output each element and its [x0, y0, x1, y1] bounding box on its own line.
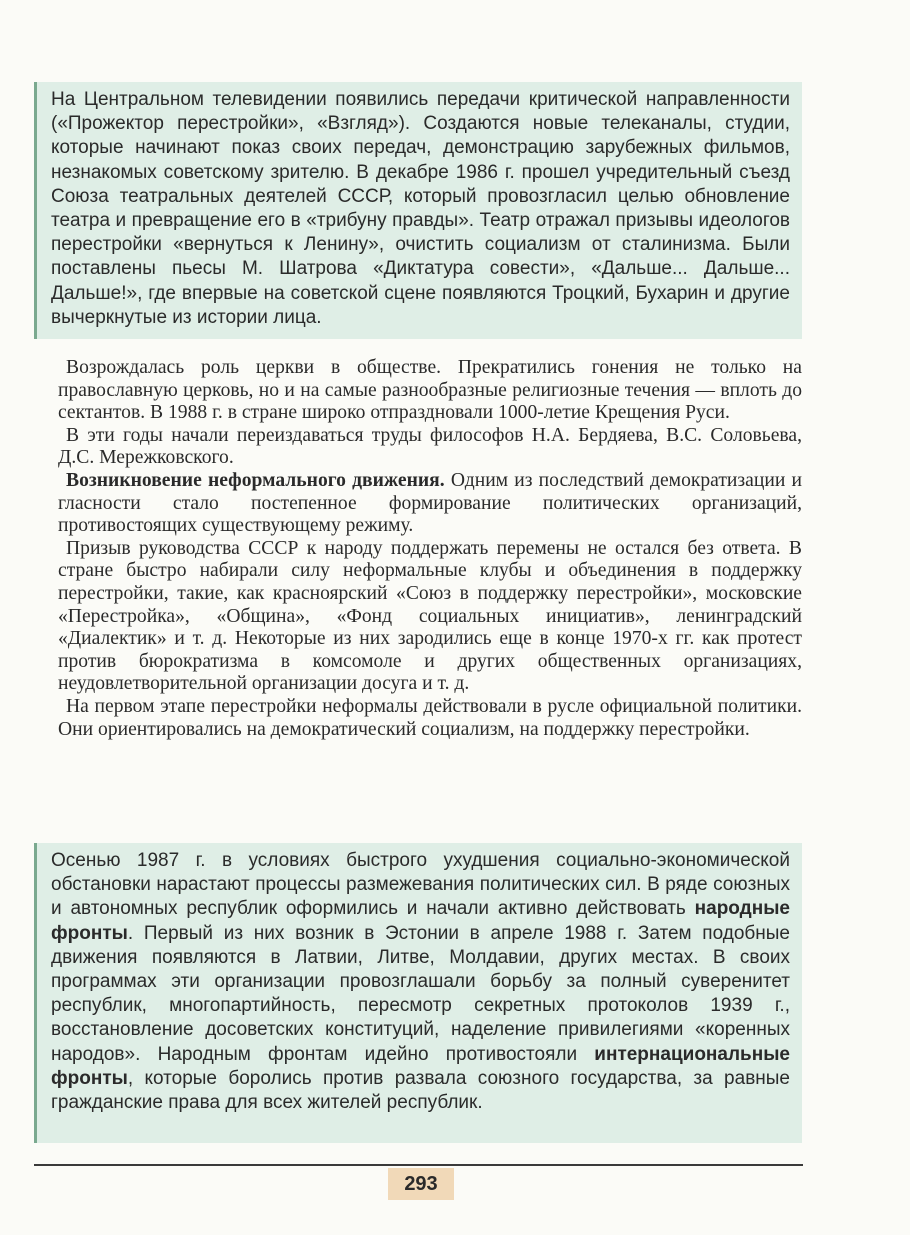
paragraph-clubs: Призыв руководства СССР к народу поддержать перемены не остался без ответа. В стране быстро набирали силу неформальные клубы и объединения в поддержку перестройки, такие, как красноярский «Союз в поддержку перестройки», московские «Перестройка», «Община», «Фонд социальных инициатив», ленинградский «Диалектик» и т. д. Некоторые из них зародились еще в конце 1970-х гг. как протест против бюрократизма в комсомоле и других общественных организациях, неудовлетворительной организации досуга и т. д.	[58, 537, 802, 695]
section-heading: Возникновение неформального движения.	[66, 469, 445, 491]
box-bottom-text-3: , которые боролись против развала союзного государства, за равные гражданские права для всех жителей республик.	[51, 1067, 790, 1114]
box-bottom-text-1: Осенью 1987 г. в условиях быстрого ухудшения социально-экономической обстановки нарастают процессы размежевания политических сил. В ряде союзных и автономных республик оформились и начали активно действовать	[51, 850, 790, 920]
term-international-fronts: интернациональные фронты	[51, 1043, 790, 1089]
box-bottom-paragraph	[51, 849, 790, 1115]
term-popular-fronts: народные фронты	[51, 898, 790, 944]
section-intro-text: Одним из последствий демократизации и гласности стало постепенное формирование политических организаций, противостоящих существующему режиму.	[58, 469, 802, 537]
paragraph-church: Возрождалась роль церкви в обществе. Прекратились гонения не только на православную церковь, но и на самые разнообразные религиозные течения — вплоть до сектантов. В 1988 г. в стране широко отпраздновали 1000-летие Крещения Руси.	[58, 357, 802, 424]
paragraph-first-stage: На первом этапе перестройки неформалы действовали в русле официальной политики. Они ориентировались на демократический социализм, на поддержку перестройки.	[58, 695, 802, 740]
main-body-text	[58, 357, 802, 741]
box-top-paragraph: На Центральном телевидении появились передачи критической направленности («Прожектор перестройки», «Взгляд»). Создаются новые телеканалы, студии, которые начинают показ своих передач, демонстрацию зарубежных фильмов, незнакомых советскому зрителю. В декабре 1986 г. прошел учредительный съезд Союза театральных деятелей СССР, который провозгласил целью обновление театра и превращение его в «трибуну правды». Театр отражал призывы идеологов перестройки «вернуться к Ленину», очистить социализм от сталинизма. Были поставлены пьесы М. Шатрова «Диктатура совести», «Дальше... Дальше... Дальше!», где впервые на советской сцене появляются Троцкий, Бухарин и другие вычеркнутые из истории лица.	[51, 89, 790, 328]
footer-divider	[34, 1164, 803, 1166]
paragraph-philosophers: В эти годы начали переиздаваться труды философов Н.А. Бердяева, В.С. Соловьева, Д.С. Мережковского.	[58, 424, 802, 469]
highlight-box-top	[34, 82, 802, 339]
page-number: 293	[388, 1168, 454, 1200]
box-bottom-text-2: . Первый из них возник в Эстонии в апреле 1988 г. Затем подобные движения появляются в Латвии, Литве, Молдавии, других местах. В своих программах эти организации провозглашали борьбу за полный суверенитет республик, многопартийность, пересмотр секретных протоколов 1939 г., восстановление досоветских конституций, наделение привилегиями «коренных народов». Народным фронтам идейно противостояли	[51, 922, 790, 1065]
highlight-box-bottom	[34, 843, 802, 1143]
paragraph-informal-movement	[58, 470, 802, 538]
